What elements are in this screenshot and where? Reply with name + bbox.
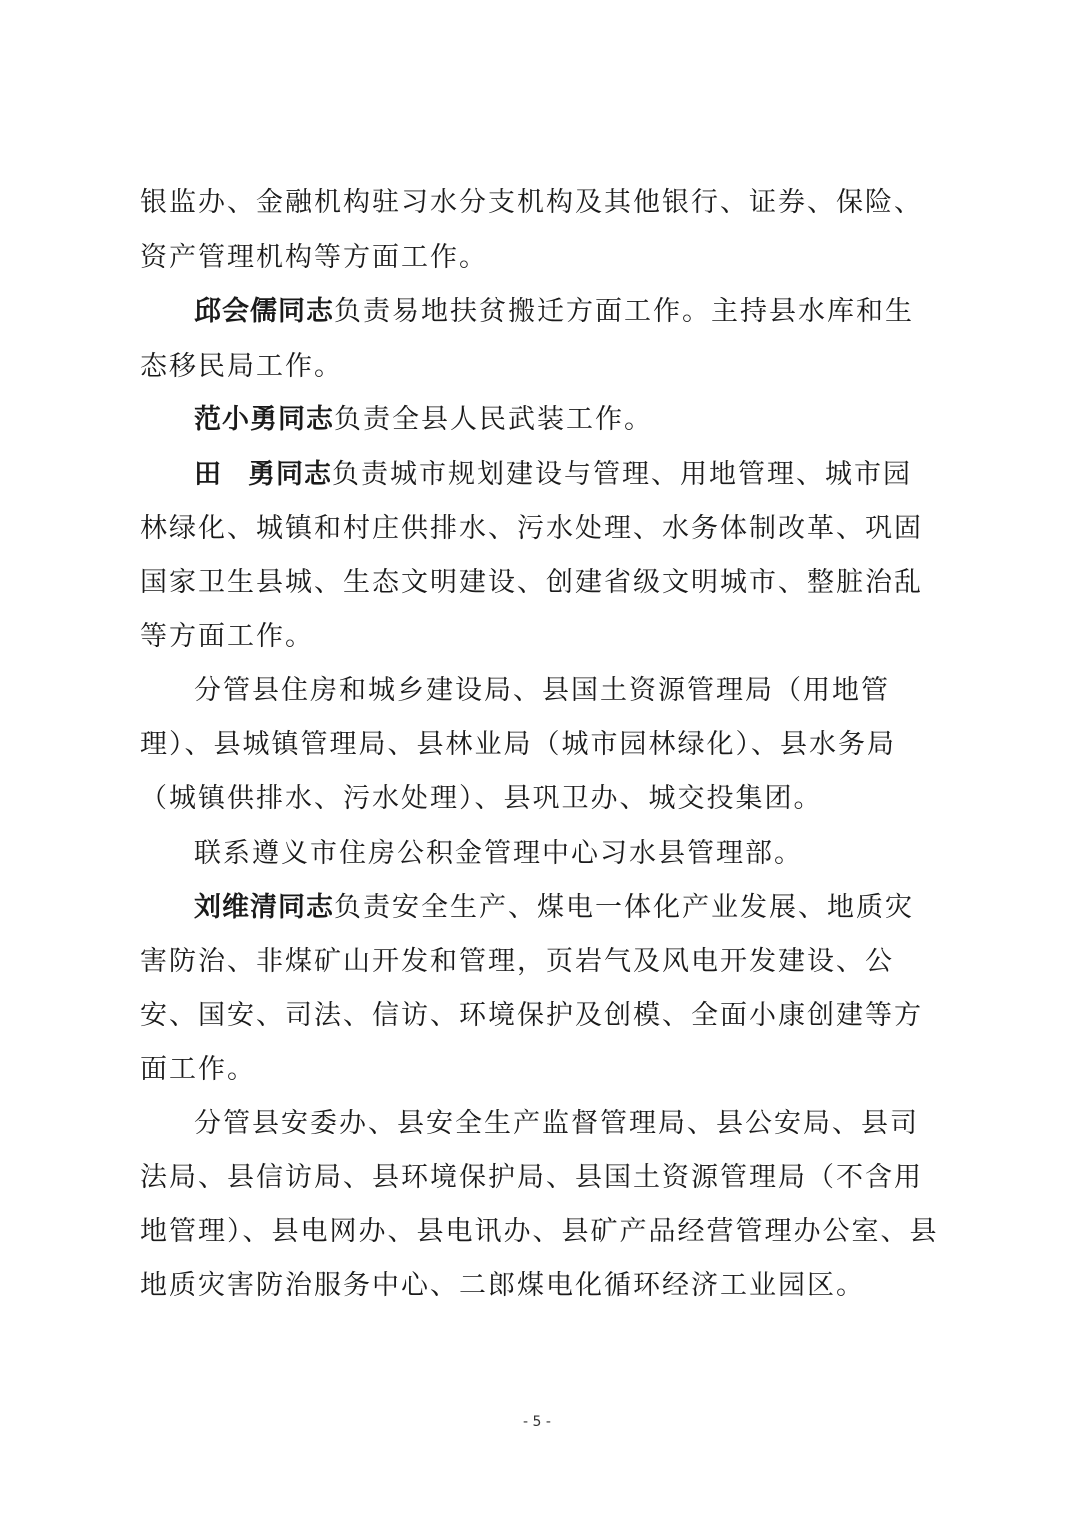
text-line — [0, 1212, 1074, 1252]
text-line — [0, 617, 1074, 657]
text-line — [0, 183, 1074, 223]
line-text: 联系遵义市住房公积金管理中心习水县管理部。 — [194, 838, 803, 869]
line-text: 分管县安委办、县安全生产监督管理局、县公安局、县司 — [194, 1108, 919, 1139]
line-text: 银监办、金融机构驻习水分支机构及其他银行、证券、保险、 — [140, 187, 923, 218]
text-line — [0, 563, 1074, 603]
text-line — [0, 942, 1074, 982]
line-text: 地管理）、县电网办、县电讯办、县矿产品经营管理办公室、县 — [140, 1216, 939, 1247]
page-number: - 5 - — [523, 1414, 551, 1430]
paragraph-tian — [0, 455, 1074, 495]
person-name-tian-surname: 田 — [194, 459, 222, 490]
line-text: 等方面工作。 — [140, 621, 314, 652]
text-line — [0, 1104, 1074, 1144]
line-text: 法局、县信访局、县环境保护局、县国土资源管理局（不含用 — [140, 1162, 923, 1193]
line-text: 安、国安、司法、信访、环境保护及创模、全面小康创建等方 — [140, 1000, 923, 1031]
line-text: 地质灾害防治服务中心、二郎煤电化循环经济工业园区。 — [140, 1270, 865, 1301]
line-text: 国家卫生县城、生态文明建设、创建省级文明城市、整脏治乱 — [140, 567, 923, 598]
line-text: （城镇供排水、污水处理）、县巩卫办、城交投集团。 — [140, 783, 823, 814]
text-line — [0, 671, 1074, 711]
text-line — [0, 996, 1074, 1036]
paragraph-qiu — [0, 292, 1074, 332]
line-text: 分管县住房和城乡建设局、县国土资源管理局（用地管 — [194, 675, 890, 706]
line-text: 林绿化、城镇和村庄供排水、污水处理、水务体制改革、巩固 — [140, 513, 923, 544]
text-line — [0, 834, 1074, 874]
line-text: 负责易地扶贫搬迁方面工作。主持县水库和生 — [334, 296, 914, 327]
person-name-tian-rest: 勇同志 — [248, 459, 332, 490]
text-line — [0, 779, 1074, 819]
line-text: 负责全县人民武装工作。 — [334, 404, 653, 435]
line-text: 资产管理机构等方面工作。 — [140, 242, 488, 273]
paragraph-fan — [0, 400, 1074, 440]
text-line — [0, 1050, 1074, 1090]
person-name-fan: 范小勇同志 — [194, 404, 334, 435]
line-text: 面工作。 — [140, 1054, 256, 1085]
text-line — [0, 1158, 1074, 1198]
text-line — [0, 238, 1074, 278]
line-text: 害防治、非煤矿山开发和管理，页岩气及风电开发建设、公 — [140, 946, 894, 977]
line-text: 负责城市规划建设与管理、用地管理、城市园 — [332, 459, 912, 490]
text-line — [0, 1266, 1074, 1306]
person-name-liu: 刘维清同志 — [194, 892, 334, 923]
text-line — [0, 347, 1074, 387]
text-line — [0, 725, 1074, 765]
paragraph-liu — [0, 888, 1074, 928]
line-text: 负责安全生产、煤电一体化产业发展、地质灾 — [334, 892, 914, 923]
person-name-qiu: 邱会儒同志 — [194, 296, 334, 327]
text-line — [0, 509, 1074, 549]
line-text: 理）、县城镇管理局、县林业局（城市园林绿化）、县水务局 — [140, 729, 896, 760]
line-text: 态移民局工作。 — [140, 351, 343, 382]
